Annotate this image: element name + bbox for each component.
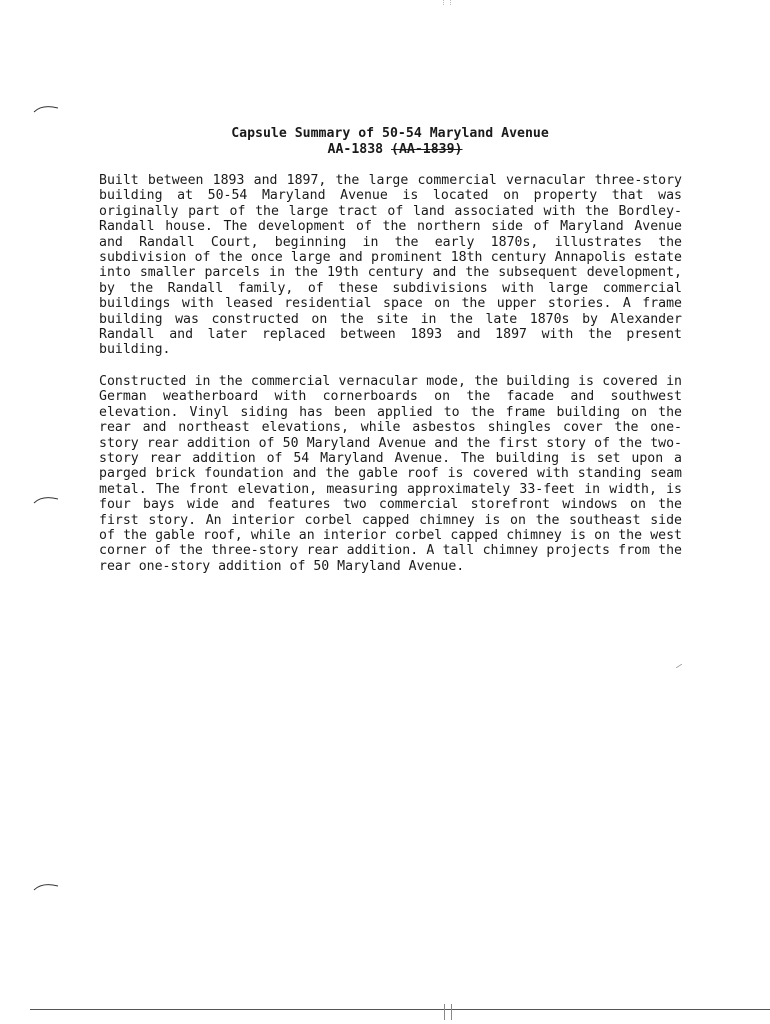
struck-inventory-number: (AA-1839) — [391, 142, 463, 157]
body-paragraph: Constructed in the commercial vernacular mode, the building is covered in German weatherboard with cornerboards on the facade and southwest elevation. Vinyl siding has been applied to the frame building on the rear and northeast elevations, while asbestos shingles cover the one-story rear addition of 50 Maryland Avenue and the first story of the two-story rear addition of 54 Maryland Avenue. The building is set upon a parged brick foundation and the gable roof is covered with standing seam metal. The front elevation, measuring approximately 33-feet in width, is four bays wide and features two commercial storefront windows on the first story. An interior corbel capped chimney is on the southeast side of the gable roof, while an interior corbel capped chimney is on the west corner of the three-story rear addition. A tall chimney projects from the rear one-story addition of 50 Maryland Avenue. — [99, 374, 682, 574]
footer-rule — [30, 1009, 770, 1010]
punch-hole-mark — [32, 493, 60, 505]
body-paragraph: Built between 1893 and 1897, the large commercial vernacular three-story building at 50-54 Maryland Avenue is located on property that was originally part of the large tract of land associated with the Bordley-Randall house. The development of the northern side of Maryland Avenue and Randall Court, beginning in the early 1870s, illustrates the subdivision of the once large and prominent 18th century Annapolis estate into smaller parcels in the 19th century and the subsequent development, by the Randall family, of these subdivisions with large commercial buildings with leased residential space on the upper stories. A frame building was constructed on the site in the late 1870s by Alexander Randall and later replaced between 1893 and 1897 with the present building. — [99, 173, 682, 358]
footer-scan-mark — [444, 1004, 452, 1020]
page-title: Capsule Summary of 50-54 Maryland Avenue — [231, 126, 549, 141]
scan-speck — [676, 664, 682, 668]
inventory-number-line — [0, 142, 770, 158]
scan-top-mark — [443, 0, 451, 5]
punch-hole-mark — [32, 880, 60, 892]
inventory-number: AA-1838 — [327, 142, 384, 157]
punch-hole-mark — [32, 102, 60, 114]
